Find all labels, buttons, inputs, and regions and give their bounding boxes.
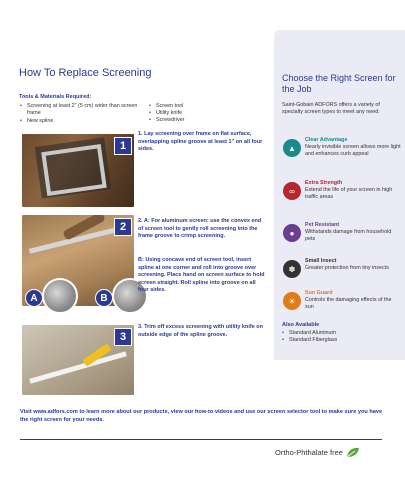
also-item: • Standard Aluminum xyxy=(282,330,392,337)
top-margin xyxy=(0,0,405,30)
sidebar-intro: Saint-Gobain ADFORS offers a variety of specialty screen types to meet any need. xyxy=(282,102,380,115)
ortho-badge xyxy=(275,447,360,458)
inset-photo-a xyxy=(42,278,78,314)
tool-item: • Screen tool xyxy=(148,103,238,110)
leaf-icon xyxy=(346,447,360,458)
step-3-text: 3. Trim off excess screening with utility knife on outside edge of the spline groove. xyxy=(138,324,264,338)
frame-edge xyxy=(29,351,127,383)
tools-list-left xyxy=(19,103,139,126)
paw-icon: ● xyxy=(283,224,301,242)
sidebar-title: Choose the Right Screen for the Job xyxy=(282,73,396,94)
divider xyxy=(20,439,382,440)
inset-b-badge: B xyxy=(95,289,113,307)
feature-sun-guard xyxy=(283,290,401,320)
feature-desc: Greater protection from tiny insects xyxy=(305,265,389,271)
page-title: How To Replace Screening xyxy=(19,67,152,79)
feature-desc: Controls the damaging effects of the sun xyxy=(305,297,392,310)
insect-icon: ✽ xyxy=(283,260,301,278)
tools-heading: Tools & Materials Required: xyxy=(19,94,92,100)
tool-item: • Utility knife xyxy=(148,110,238,117)
feature-clear-advantage xyxy=(283,137,401,167)
step-2-badge: 2 xyxy=(114,218,132,236)
step-2b-text: B: Using concave end of screen tool, insert spline at one corner and roll into groove over screening. Place hand on screen surface to hold screen straight. Roll spline into groove on all four sides. xyxy=(138,257,265,293)
step-1-text: 1. Lay screening over frame on flat surface, overlapping spline groove at least 1" on all four sides. xyxy=(138,131,263,152)
tool-item: • Screening at least 2" (5 cm) wider than screen frame xyxy=(19,103,139,117)
feature-name: Clear Advantage xyxy=(305,137,348,143)
tool-item: • Screwdriver xyxy=(148,117,238,124)
step-1-badge: 1 xyxy=(114,137,132,155)
feature-small-insect xyxy=(283,258,401,288)
also-item: • Standard Fiberglass xyxy=(282,337,392,344)
feature-extra-strength xyxy=(283,180,401,210)
screen-frame xyxy=(41,144,107,196)
feature-desc: Nearly invisible screen allows more light and enhances curb appeal xyxy=(305,144,401,157)
ortho-label: Ortho-Phthalate free xyxy=(275,448,343,457)
feature-desc: Extend the life of your screen in high traffic areas xyxy=(305,187,393,200)
also-available-heading: Also Available xyxy=(282,322,320,328)
feature-name: Small Insect xyxy=(305,258,337,264)
step-3-badge: 3 xyxy=(114,328,132,346)
feature-name: Sun Guard xyxy=(305,290,333,296)
inset-a-badge: A xyxy=(25,289,43,307)
sun-icon: ☀ xyxy=(283,292,301,310)
tool-item: • New spline xyxy=(19,118,139,125)
step-2a-text: 2. A: For aluminum screen: use the convex end of screen tool to gently roll screening into the frame groove to crimp screening. xyxy=(138,218,262,239)
feature-name: Pet Resistant xyxy=(305,222,340,228)
feature-desc: Withstands damage from household pets xyxy=(305,229,392,242)
feature-pet-resistant xyxy=(283,222,401,252)
chain-icon: ∞ xyxy=(283,182,301,200)
mountain-icon: ▲ xyxy=(283,139,301,157)
feature-name: Extra Strength xyxy=(305,180,343,186)
also-available-list xyxy=(282,330,392,344)
footer-text: Visit www.adfors.com to learn more about our products, view our how-to videos and use our screen selector tool to make sure you have the right screen for your needs. xyxy=(20,409,383,423)
tools-list-right xyxy=(148,103,238,124)
